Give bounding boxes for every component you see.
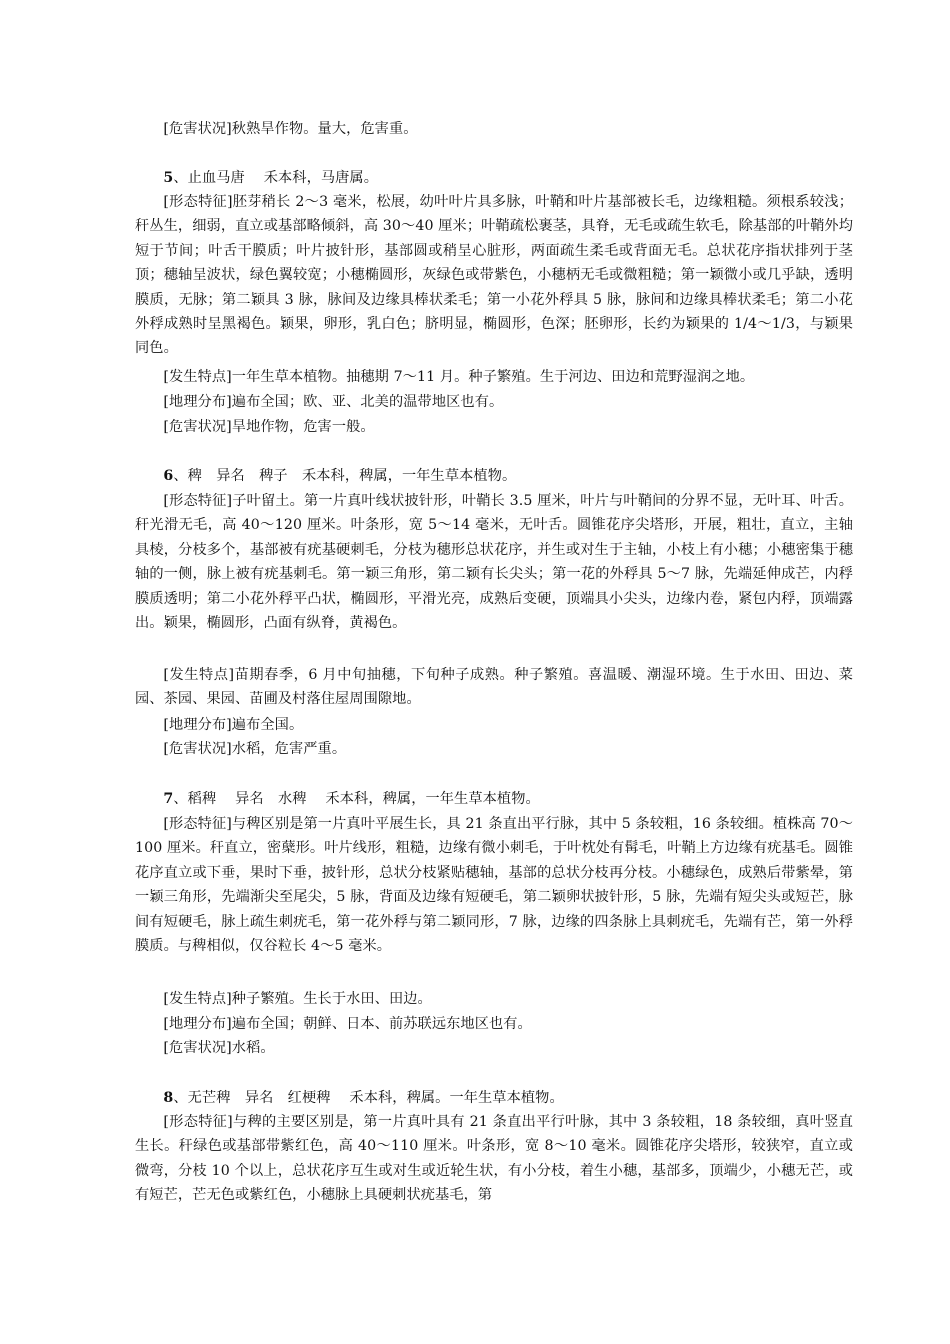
paragraph-morphology-7: [形态特征]与稗区别是第一片真叶平展生长，具 21 条直出平行脉，其中 5 条较粗，16 条较细。植株高 70～100 厘米。秆直立，密蘖形。叶片线形，粗糙，边缘有微小刺毛，于叶枕处有髯毛，叶鞘上方边缘有疣基毛。圆锥花序直立或下垂，果时下垂，披针形，总状分枝紧贴穗轴，基部的总状分枝再分枝。小穗绿色，成熟后带紫晕，第一颖三角形，先端渐尖至尾尖，5 脉，背面及边缘有短硬毛，第二颖卵状披针形，5 脉，先端有短尖头或短芒，脉间有短硬毛，脉上疏生刺疣毛，第一花外稃与第二颖同形，7 脉，边缘的四条脉上具刺疣毛，先端有芒，第一外稃膜质。与稗相似，仅谷粒长 4～5 毫米。 <box>135 816 853 955</box>
paragraph-distribution-7: [地理分布]遍布全国；朝鲜、日本、前苏联远东地区也有。 <box>163 1016 532 1032</box>
paragraph-harm-status-4: [危害状况]秋熟旱作物。量大，危害重。 <box>163 121 418 137</box>
entry-heading-7: 7、稻稗 异名 水稗 禾本科，稗属，一年生草本植物。 <box>163 791 540 807</box>
entry-heading-6: 6、稗 异名 稗子 禾本科，稗属，一年生草本植物。 <box>163 468 517 484</box>
entry-number: 5 <box>163 170 174 186</box>
entry-heading-5: 5、止血马唐 禾本科，马唐属。 <box>163 170 379 186</box>
paragraph-harm-status-6: [危害状况]水稻，危害严重。 <box>163 741 347 757</box>
paragraph-occurrence-7: [发生特点]种子繁殖。生长于水田、田边。 <box>163 991 432 1007</box>
entry-number: 8 <box>163 1090 174 1106</box>
paragraph-occurrence-6: [发生特点]苗期春季，6 月中旬抽穗，下旬种子成熟。种子繁殖。喜温暖、潮湿环境。生于水田、田边、菜园、茶园、果园、苗圃及村落住屋周围隙地。 <box>135 667 853 708</box>
paragraph-occurrence-5: [发生特点]一年生草本植物。抽穗期 7～11 月。种子繁殖。生于河边、田边和荒野湿润之地。 <box>163 369 755 385</box>
paragraph-distribution-5: [地理分布]遍布全国；欧、亚、北美的温带地区也有。 <box>163 394 504 410</box>
paragraph-morphology-5: [形态特征]胚芽稍长 2～3 毫米，松展，幼叶叶片具多脉，叶鞘和叶片基部被长毛，边缘粗糙。须根系较浅；秆丛生，细弱，直立或基部略倾斜，高 30～40 厘米；叶鞘疏松裹茎，具脊，无毛或疏生软毛，除基部的叶鞘外均短于节间；叶舌干膜质；叶片披针形，基部圆或稍呈心脏形，两面疏生柔毛或背面无毛。总状花序指状排列于茎顶；穗轴呈波状，绿色翼较宽；小穗椭圆形，灰绿色或带紫色，小穗柄无毛或微粗糙；第一颖微小或几乎缺，透明膜质，无脉；第二颖具 3 脉，脉间及边缘具棒状柔毛；第一小花外稃具 5 脉，脉间和边缘具棒状柔毛；第二小花外稃成熟时呈黑褐色。颖果，卵形，乳白色；脐明显，椭圆形，色深；胚卵形，长约为颖果的 1/4～1/3，与颖果同色。 <box>135 194 853 357</box>
entry-heading-8: 8、无芒稗 异名 红梗稗 禾本科，稗属。一年生草本植物。 <box>163 1090 564 1106</box>
paragraph-harm-status-7: [危害状况]水稻。 <box>163 1040 275 1056</box>
paragraph-morphology-8: [形态特征]与稗的主要区别是，第一片真叶具有 21 条直出平行叶脉，其中 3 条较粗，18 条较细，真叶竖直生长。秆绿色或基部带紫红色，高 40～110 厘米。叶条形，宽 8～10 毫米。圆锥花序尖塔形，较狭窄，直立或微弯，分枝 10 个以上，总状花序互生或对生或近轮生状，有小分枝，着生小穗，基部多，顶端少，小穗无芒，或有短芒，芒无色或紫红色，小穗脉上具硬刺状疣基毛，第 <box>135 1114 853 1204</box>
entry-number: 7 <box>163 791 174 807</box>
entry-number: 6 <box>163 468 174 484</box>
paragraph-harm-status-5: [危害状况]旱地作物，危害一般。 <box>163 419 375 435</box>
paragraph-morphology-6: [形态特征]子叶留土。第一片真叶线状披针形，叶鞘长 3.5 厘米，叶片与叶鞘间的分界不显，无叶耳、叶舌。秆光滑无毛，高 40～120 厘米。叶条形，宽 5～14 毫米，无叶舌。圆锥花序尖塔形，开展，粗壮，直立，主轴具棱，分枝多个，基部被有疣基硬刺毛，分枝为穗形总状花序，并生或对生于主轴，小枝上有小穗；小穗密集于穗轴的一侧，脉上被有疣基刺毛。第一颖三角形，第二颖有长尖头；第一花的外稃具 5～7 脉，先端延伸成芒，内稃膜质透明；第二小花外稃平凸状，椭圆形，平滑光亮，成熟后变硬，顶端具小尖头，边缘内卷，紧包内稃，顶端露出。颖果，椭圆形，凸面有纵脊，黄褐色。 <box>135 493 853 632</box>
paragraph-distribution-6: [地理分布]遍布全国。 <box>163 717 304 733</box>
